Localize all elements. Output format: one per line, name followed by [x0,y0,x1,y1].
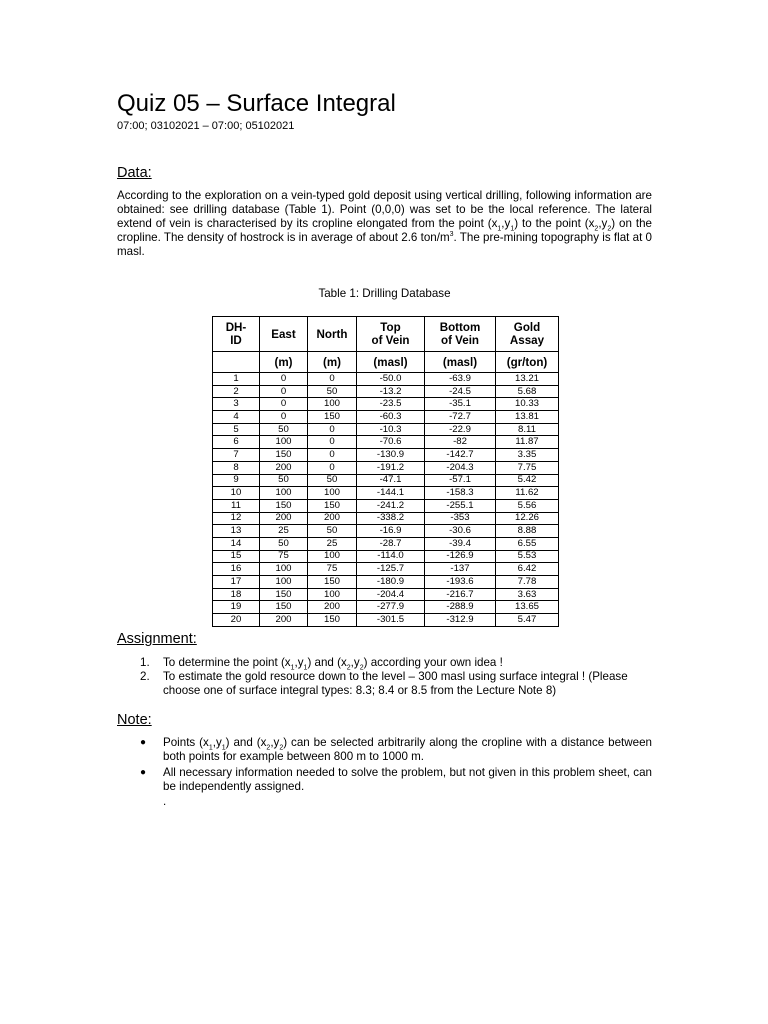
table-cell: 100 [260,487,308,500]
note-heading: Note: [117,712,152,728]
table-cell: -47.1 [357,474,425,487]
table-cell: 75 [308,563,357,576]
table-cell: 1 [213,373,260,386]
table-cell: 150 [308,614,357,627]
table-cell: 16 [213,563,260,576]
table-row [213,436,559,449]
table-cell: 150 [260,588,308,601]
table-cell: 11 [213,499,260,512]
table-cell: -30.6 [425,525,496,538]
drilling-database-table [212,316,559,627]
table-cell: 2 [213,385,260,398]
table-cell: 17 [213,576,260,589]
table-cell: 100 [308,550,357,563]
table-cell: 200 [308,512,357,525]
document-page [117,90,652,808]
table-cell: 10.33 [496,398,559,411]
table-cell: 7.78 [496,576,559,589]
table-row [213,373,559,386]
assignment-item: 1. To determine the point $(x_1,y_1)$ and $(x_2,y_2)$ according your own idea ! [140,656,503,672]
header-top-of-vein: Top of Vein [357,317,425,352]
table-cell: -125.7 [357,563,425,576]
table-cell: 3 [213,398,260,411]
table-cell: 19 [213,601,260,614]
table-cell: -204.3 [425,461,496,474]
table-caption: Table 1: Drilling Database [318,287,451,300]
table-cell: 100 [308,487,357,500]
table-cell: -23.5 [357,398,425,411]
table-header-row [213,317,559,352]
table-cell: 8.11 [496,423,559,436]
table-cell: 100 [308,588,357,601]
table-cell: 150 [260,601,308,614]
table-cell: 50 [308,525,357,538]
table-row [213,601,559,614]
header-gold-assay: Gold Assay [496,317,559,352]
table-row [213,614,559,627]
table-cell: 100 [260,576,308,589]
table-cell: 50 [260,474,308,487]
table-cell: 6.55 [496,537,559,550]
table-cell: -241.2 [357,499,425,512]
assignment-item: 2. To estimate the gold resource down to the level – 300 masl using surface integral ! (Please choose one of surface integral types: 8.3; 8.4 or 8.5 from the Lecture Note 8) [140,670,628,697]
unit-top: (masl) [357,352,425,373]
table-cell: -180.9 [357,576,425,589]
table-cell: 12 [213,512,260,525]
unit-dh-id [213,352,260,373]
table-row [213,449,559,462]
table-cell: 9 [213,474,260,487]
table-cell: -63.9 [425,373,496,386]
unit-north: (m) [308,352,357,373]
table-cell: -50.0 [357,373,425,386]
table-cell: 100 [260,563,308,576]
data-heading: Data: [117,165,152,181]
table-row [213,487,559,500]
table-cell: 13.81 [496,411,559,424]
table-cell: -204.4 [357,588,425,601]
table-cell: 6 [213,436,260,449]
date-range: 07:00; 03102021 – 07:00; 05102021 [117,120,295,132]
unit-east: (m) [260,352,308,373]
table-row [213,588,559,601]
table-cell: 100 [308,398,357,411]
unit-assay: (gr/ton) [496,352,559,373]
table-cell: 13.21 [496,373,559,386]
table-row [213,537,559,550]
table-cell: 3.63 [496,588,559,601]
table-cell: 50 [260,537,308,550]
table-cell: -338.2 [357,512,425,525]
table-row [213,461,559,474]
table-cell: 15 [213,550,260,563]
table-cell: 100 [260,436,308,449]
table-cell: 0 [260,411,308,424]
table-cell: 75 [260,550,308,563]
table-cell: -277.9 [357,601,425,614]
table-cell: 0 [260,398,308,411]
table-cell: 50 [260,423,308,436]
table-cell: -28.7 [357,537,425,550]
table-cell: 10 [213,487,260,500]
table-row [213,423,559,436]
table-cell: 0 [308,449,357,462]
table-cell: 11.87 [496,436,559,449]
table-cell: 5.42 [496,474,559,487]
table-cell: 200 [260,461,308,474]
table-cell: -82 [425,436,496,449]
table-cell: 20 [213,614,260,627]
table-cell: 5.68 [496,385,559,398]
table-cell: -10.3 [357,423,425,436]
table-row [213,499,559,512]
table-cell: -114.0 [357,550,425,563]
table-cell: -22.9 [425,423,496,436]
table-cell: 8 [213,461,260,474]
bullet-icon: ● [140,767,147,778]
table-cell: 5 [213,423,260,436]
table-cell: 13.65 [496,601,559,614]
table-cell: -60.3 [357,411,425,424]
table-cell: 150 [308,499,357,512]
table-cell: -35.1 [425,398,496,411]
table-cell: -13.2 [357,385,425,398]
table-cell: -126.9 [425,550,496,563]
data-paragraph: According to the exploration on a vein-typed gold deposit using vertical drilling, following information are obtained: see drilling database (Table 1). Point (0,0,0) was set to be the local reference. The lateral extend of vein is characterised by its cropline elongated from the point $(x_1,y_1)$ to the point $(x_2,y_2)$ on the cropline. The density of hostrock is in average of about 2.6 ton/$m^3$. The pre-mining topography is flat at 0 masl. [117,189,652,258]
table-cell: -72.7 [425,411,496,424]
table-cell: 3.35 [496,449,559,462]
table-cell: 7 [213,449,260,462]
table-cell: -24.5 [425,385,496,398]
assignment-heading: Assignment: [117,631,197,647]
table-cell: 200 [260,512,308,525]
table-cell: 0 [260,373,308,386]
table-row [213,398,559,411]
table-cell: 150 [260,449,308,462]
table-cell: -193.6 [425,576,496,589]
table-row [213,512,559,525]
table-cell: 11.62 [496,487,559,500]
note-item: ● Points $(x_1,y_1)$ and $(x_2,y_2)$ can be selected arbitrarily along the cropline with a distance between both points for example between 800 m to 1000 m. [140,736,652,763]
table-cell: -39.4 [425,537,496,550]
table-cell: 5.47 [496,614,559,627]
assignment-list [117,656,652,698]
table-cell: 150 [308,411,357,424]
table-row [213,385,559,398]
bullet-icon: ● [140,737,147,748]
note-list [117,736,652,796]
table-row [213,563,559,576]
table-cell: 5.53 [496,550,559,563]
table-cell: -158.3 [425,487,496,500]
table-cell: -144.1 [357,487,425,500]
table-cell: -191.2 [357,461,425,474]
table-cell: 0 [308,423,357,436]
table-cell: -142.7 [425,449,496,462]
table-cell: 5.56 [496,499,559,512]
header-north: North [308,317,357,352]
table-cell: -255.1 [425,499,496,512]
table-body [213,373,559,627]
table-cell: 200 [308,601,357,614]
table-cell: 8.88 [496,525,559,538]
table-cell: 0 [308,373,357,386]
table-cell: 25 [308,537,357,550]
table-cell: -312.9 [425,614,496,627]
table-row [213,474,559,487]
table-cell: 150 [308,576,357,589]
table-row [213,411,559,424]
trailing-dot: . [163,795,167,808]
table-cell: 6.42 [496,563,559,576]
table-cell: -288.9 [425,601,496,614]
table-cell: 25 [260,525,308,538]
table-cell: 200 [260,614,308,627]
table-cell: -216.7 [425,588,496,601]
unit-bottom: (masl) [425,352,496,373]
table-cell: -130.9 [357,449,425,462]
note-item: ● All necessary information needed to solve the problem, but not given in this problem sheet, can be independently assigned. [140,766,652,793]
table-units-row [213,352,559,373]
table-cell: -70.6 [357,436,425,449]
page-title: Quiz 05 – Surface Integral [117,90,396,117]
table-cell: -57.1 [425,474,496,487]
table-row [213,576,559,589]
table-cell: 0 [308,461,357,474]
table-cell: -353 [425,512,496,525]
table-cell: 0 [260,385,308,398]
table-cell: 18 [213,588,260,601]
table-cell: 150 [260,499,308,512]
table-cell: -16.9 [357,525,425,538]
table-cell: -301.5 [357,614,425,627]
table-cell: 4 [213,411,260,424]
table-row [213,550,559,563]
table-cell: 50 [308,474,357,487]
table-cell: 50 [308,385,357,398]
header-bottom-of-vein: Bottom of Vein [425,317,496,352]
table-cell: -137 [425,563,496,576]
header-dh-id: DH- ID [213,317,260,352]
table-cell: 12.26 [496,512,559,525]
table-row [213,525,559,538]
table-cell: 13 [213,525,260,538]
table-cell: 7.75 [496,461,559,474]
header-east: East [260,317,308,352]
table-cell: 14 [213,537,260,550]
table-cell: 0 [308,436,357,449]
